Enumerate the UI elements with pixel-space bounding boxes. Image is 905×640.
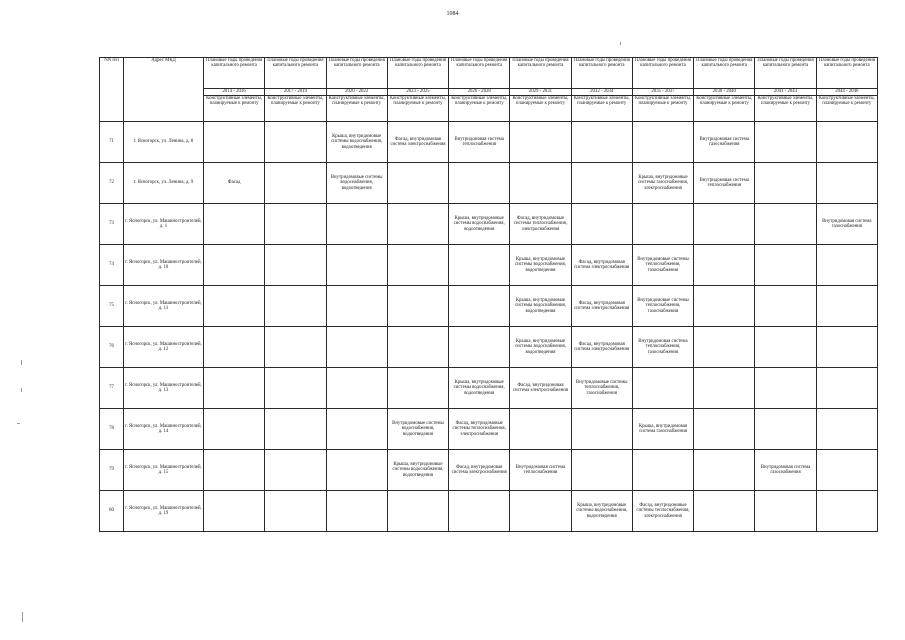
repair-cell [326, 204, 387, 245]
header-elements: Конструктивные элементы, планируемые к ремонту [265, 96, 326, 122]
header-period-title: Плановые годы проведения капитального ремонта [265, 58, 326, 89]
repair-cell [816, 491, 877, 532]
repair-cell: Фасад [204, 163, 265, 204]
repair-cell [694, 286, 755, 327]
repair-cell [816, 327, 877, 368]
repair-cell: Крыша, внутридомовые системы водоснабжения, водоотведения [449, 204, 510, 245]
row-address: г. Ясногорск, ул. Машиностроителей, д. 1 [124, 204, 204, 245]
repair-cell [326, 409, 387, 450]
repair-cell: Фасад, внутридомовые системы теплоснабжения, электроснабжения [632, 491, 693, 532]
repair-cell: Внутридомовая система теплоснабжения [449, 122, 510, 163]
repair-cell [755, 368, 816, 409]
scan-mark-right [620, 42, 621, 45]
header-period-title: Плановые годы проведения капитального ремонта [694, 58, 755, 89]
row-address: г. Ясногорск, ул. Машиностроителей, д. 10 [124, 245, 204, 286]
row-number: 78 [100, 409, 124, 450]
row-address: г. Ясногорск, ул. Машиностроителей, д. 13 [124, 368, 204, 409]
repair-cell [326, 327, 387, 368]
header-period-title: Плановые годы проведения капитального ремонта [387, 58, 448, 89]
header-period-years: 2026 - 2028 [449, 89, 510, 96]
repair-cell: Фасад, внутридомовая система электроснабжения [510, 368, 571, 409]
row-number: 79 [100, 450, 124, 491]
repair-cell [816, 122, 877, 163]
repair-cell [204, 327, 265, 368]
repair-cell [571, 450, 632, 491]
header-elements: Конструктивные элементы, планируемые к ремонту [571, 96, 632, 122]
repair-cell: Фасад, внутридомовая система электроснабжения [571, 327, 632, 368]
repair-cell [265, 368, 326, 409]
header-elements: Конструктивные элементы, планируемые к ремонту [816, 96, 877, 122]
repair-cell [694, 204, 755, 245]
row-number: 73 [100, 204, 124, 245]
header-period-title: Плановые годы проведения капитального ремонта [204, 58, 265, 89]
repair-cell [694, 245, 755, 286]
header-period-years: 2020 - 2022 [326, 89, 387, 96]
repair-cell [387, 245, 448, 286]
repair-cell [204, 450, 265, 491]
repair-cell [449, 163, 510, 204]
scan-mark-left [17, 423, 20, 424]
repair-cell [755, 204, 816, 245]
repair-cell [387, 491, 448, 532]
repair-cell: Крыша, внутридомовые системы водоснабжения, водоотведения [510, 327, 571, 368]
repair-cell [265, 163, 326, 204]
repair-cell [571, 204, 632, 245]
row-address: г. Ясногорск, ул. Машиностроителей, д. 11 [124, 286, 204, 327]
header-num: NN п/п [100, 58, 124, 122]
repair-cell: Внутридомовая система газоснабжения [694, 122, 755, 163]
repair-cell [449, 245, 510, 286]
header-elements: Конструктивные элементы, планируемые к ремонту [326, 96, 387, 122]
repair-cell [571, 122, 632, 163]
repair-cell [326, 450, 387, 491]
repair-cell [204, 409, 265, 450]
page-number: 1084 [446, 11, 459, 17]
repair-cell [265, 286, 326, 327]
row-address: г. Ясногорск, ул. Машиностроителей, д. 12 [124, 327, 204, 368]
repair-cell [694, 368, 755, 409]
row-number: 72 [100, 163, 124, 204]
header-period-years: 2014 - 2016 [204, 89, 265, 96]
repair-cell [204, 491, 265, 532]
repair-cell [694, 327, 755, 368]
repair-cell [816, 163, 877, 204]
repair-cell [694, 450, 755, 491]
scan-mark-left [21, 388, 22, 392]
repair-cell: Внутридомовые системы теплоснабжения, газоснабжения [632, 245, 693, 286]
header-period-years: 2041 - 2043 [755, 89, 816, 96]
repair-cell [510, 409, 571, 450]
repair-cell [265, 245, 326, 286]
header-elements: Конструктивные элементы, планируемые к ремонту [694, 96, 755, 122]
table-row [100, 286, 878, 327]
row-number: 74 [100, 245, 124, 286]
repair-cell [265, 204, 326, 245]
repair-cell [755, 327, 816, 368]
header-elements: Конструктивные элементы, планируемые к ремонту [204, 96, 265, 122]
repair-cell: Фасад, внутридомовая система электроснабжения [449, 450, 510, 491]
repair-cell: Внутридомовые системы водоснабжения, водоотведения [326, 163, 387, 204]
header-elements: Конструктивные элементы, планируемые к ремонту [387, 96, 448, 122]
repair-cell [265, 491, 326, 532]
repair-cell: Внутридомовая система газоснабжения [755, 450, 816, 491]
repair-cell: Крыша, внутридомовые системы водоснабжения, водоотведения [571, 491, 632, 532]
row-number: 77 [100, 368, 124, 409]
header-period-years: 2044 - 2046 [816, 89, 877, 96]
repair-cell [204, 286, 265, 327]
repair-cell [204, 204, 265, 245]
header-period-title: Плановые годы проведения капитального ремонта [755, 58, 816, 89]
header-period-years: 2032 - 2034 [571, 89, 632, 96]
table-row [100, 245, 878, 286]
table-row [100, 491, 878, 532]
repair-cell [694, 409, 755, 450]
repair-cell: Крыша, внутридомовая система газоснабжения [632, 409, 693, 450]
repair-cell [387, 368, 448, 409]
header-period-years: 2029 - 2031 [510, 89, 571, 96]
repair-cell [755, 245, 816, 286]
repair-cell: Крыша, внутридомовые системы водоснабжения, водоотведения [510, 245, 571, 286]
header-period-title: Плановые годы проведения капитального ремонта [510, 58, 571, 89]
header-period-title: Плановые годы проведения капитального ремонта [816, 58, 877, 89]
row-number: 76 [100, 327, 124, 368]
row-number: 71 [100, 122, 124, 163]
header-period-title: Плановые годы проведения капитального ремонта [326, 58, 387, 89]
header-period-years: 2035 - 2037 [632, 89, 693, 96]
repair-cell: Крыша, внутридомовые системы водоснабжения, водоотведения [510, 286, 571, 327]
table-row [100, 409, 878, 450]
repair-cell: Крыша, внутридомовые системы газоснабжения, электроснабжения [632, 163, 693, 204]
repair-cell [755, 122, 816, 163]
repair-cell [755, 409, 816, 450]
repair-cell [816, 409, 877, 450]
row-address: г. Ясногорск, ул. Машиностроителей, д. 15 [124, 450, 204, 491]
repair-cell: Внутридомовые системы теплоснабжения, газоснабжения [632, 286, 693, 327]
repair-cell [387, 327, 448, 368]
repair-cell [632, 368, 693, 409]
repair-cell: Внутридомовая система теплоснабжения, газоснабжения [632, 327, 693, 368]
repair-cell [326, 491, 387, 532]
row-number: 80 [100, 491, 124, 532]
repair-cell [571, 409, 632, 450]
repair-cell: Фасад, внутридомовая система электроснабжения [571, 286, 632, 327]
repair-cell [632, 204, 693, 245]
header-period-title: Плановые годы проведения капитального ремонта [449, 58, 510, 89]
header-period-years: 2017 - 2019 [265, 89, 326, 96]
header-elements: Конструктивные элементы, планируемые к ремонту [632, 96, 693, 122]
header-period-title: Плановые годы проведения капитального ремонта [632, 58, 693, 89]
repair-cell: Внутридомовые системы водоснабжения, водоотведения [387, 409, 448, 450]
repair-cell: Крыша, внутридомовые системы водоснабжения, водоотведения [387, 450, 448, 491]
header-address: Адрес МКД [124, 58, 204, 122]
repair-cell [571, 163, 632, 204]
repair-cell: Фасад, внутридомовые системы теплоснабжения, электроснабжения [510, 204, 571, 245]
repair-cell [387, 163, 448, 204]
repair-cell [326, 286, 387, 327]
capital-repair-table [99, 57, 878, 532]
scan-mark-left [21, 360, 22, 365]
header-elements: Конструктивные элементы, планируемые к ремонту [510, 96, 571, 122]
repair-cell [694, 491, 755, 532]
repair-cell [204, 122, 265, 163]
header-elements: Конструктивные элементы, планируемые к ремонту [449, 96, 510, 122]
repair-cell [265, 327, 326, 368]
repair-cell: Фасад, внутридомовая система электроснабжения [571, 245, 632, 286]
repair-cell [755, 163, 816, 204]
header-period-years: 2038 - 2040 [694, 89, 755, 96]
header-elements: Конструктивные элементы, планируемые к ремонту [755, 96, 816, 122]
repair-cell [326, 368, 387, 409]
repair-cell: Фасад, внутридомовая система электроснабжения [387, 122, 448, 163]
repair-cell [387, 204, 448, 245]
repair-cell [632, 450, 693, 491]
table-row [100, 327, 878, 368]
repair-cell [265, 450, 326, 491]
row-address: г. Ясногорск, ул. Ленина, д. 8 [124, 122, 204, 163]
repair-cell: Фасад, внутридомовые системы теплоснабжения, электроснабжения [449, 409, 510, 450]
repair-cell [816, 450, 877, 491]
row-address: г. Ясногорск, ул. Машиностроителей, д. 14 [124, 409, 204, 450]
repair-cell [755, 286, 816, 327]
repair-cell [510, 491, 571, 532]
header-period-title: Плановые годы проведения капитального ремонта [571, 58, 632, 89]
row-address: г. Ясногорск, ул. Ленина, д. 9 [124, 163, 204, 204]
repair-cell [755, 491, 816, 532]
table-row [100, 368, 878, 409]
header-period-years: 2023 - 2025 [387, 89, 448, 96]
repair-cell [265, 409, 326, 450]
repair-cell: Крыша, внутридомовые системы водоснабжения, водоотведения [326, 122, 387, 163]
table-header [100, 58, 878, 122]
repair-cell [816, 286, 877, 327]
repair-cell [632, 122, 693, 163]
repair-cell: Внутридомовые системы теплоснабжения, газоснабжения [571, 368, 632, 409]
table-row [100, 163, 878, 204]
repair-cell [265, 122, 326, 163]
repair-cell: Крыша, внутридомовые системы водоснабжения, водоотведения [449, 368, 510, 409]
row-number: 75 [100, 286, 124, 327]
scan-mark-left [22, 612, 23, 622]
table-row [100, 122, 878, 163]
repair-cell [204, 245, 265, 286]
repair-cell [449, 491, 510, 532]
table-row [100, 450, 878, 491]
repair-cell [816, 368, 877, 409]
repair-cell: Внутридомовая система теплоснабжения [510, 450, 571, 491]
repair-cell [816, 245, 877, 286]
repair-cell [510, 122, 571, 163]
repair-cell [510, 163, 571, 204]
repair-cell [449, 327, 510, 368]
repair-cell [326, 245, 387, 286]
repair-cell [204, 368, 265, 409]
row-address: г. Ясногорск, ул. Машиностроителей, д. 19 [124, 491, 204, 532]
repair-cell [387, 286, 448, 327]
repair-cell: Внутридомовая система теплоснабжения [694, 163, 755, 204]
repair-cell: Внутридомовая система газоснабжения [816, 204, 877, 245]
repair-cell [449, 286, 510, 327]
table-row [100, 204, 878, 245]
table-body [100, 122, 878, 532]
